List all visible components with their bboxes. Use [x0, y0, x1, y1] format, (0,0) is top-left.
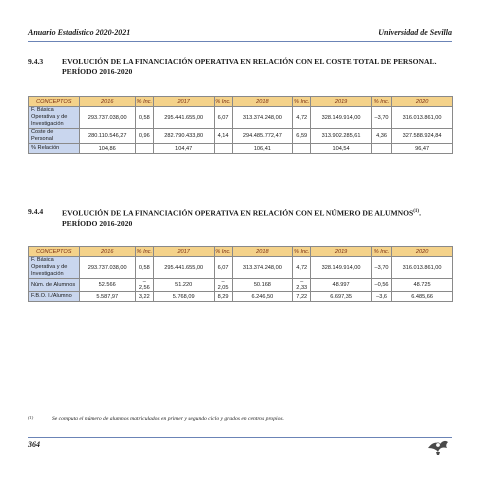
table-cell: 51.220	[153, 279, 214, 292]
column-header: 2017	[153, 247, 214, 257]
table-cell: –3,70	[371, 257, 391, 279]
table-row	[29, 107, 453, 129]
column-header: % Inc.	[293, 98, 310, 105]
table-cell	[135, 144, 153, 154]
row-label: F. Básica Operativa y de Investigación	[29, 257, 80, 279]
section-number-2: 9.4.4	[28, 207, 44, 216]
column-header: 2020	[392, 247, 453, 257]
table-cell: 104,86	[79, 144, 135, 154]
page-number: 364	[28, 440, 40, 449]
table-cell: –3,70	[371, 107, 391, 129]
section-number-1: 9.4.3	[28, 57, 44, 66]
page-header	[28, 28, 452, 40]
table-cell: 104,54	[311, 144, 372, 154]
table-row	[29, 292, 453, 302]
table-header-row	[29, 97, 453, 107]
table-header-row	[29, 247, 453, 257]
section-text-2: EVOLUCIÓN DE LA FINANCIACIÓN OPERATIVA EN RELACIÓN CON EL NÚMERO DE ALUMNOS	[62, 208, 414, 218]
table-cell: 280.110.546,27	[79, 129, 135, 144]
table-cell: 295.441.655,00	[153, 107, 214, 129]
table-cell: 316.013.861,00	[392, 257, 453, 279]
table-cell	[371, 144, 391, 154]
table-cell: 4,36	[371, 129, 391, 144]
table-cell: 5.587,97	[79, 292, 135, 302]
table-cell: 6,07	[214, 257, 232, 279]
table-cell: 4,72	[293, 107, 311, 129]
table-cell: 6.697,35	[311, 292, 372, 302]
row-label: F.B.O. I./Alumno	[29, 292, 80, 302]
column-header: % Inc.	[215, 98, 231, 105]
row-label: F. Básica Operativa y de Investigación	[29, 107, 80, 129]
header-rule	[28, 41, 452, 42]
table-cell: 328.149.914,00	[311, 257, 372, 279]
footnote-text: Se computa el número de alumnos matriculados en primer y segundo ciclo y grados en centros propios.	[52, 416, 284, 422]
table-row	[29, 144, 453, 154]
table-cell: 48.725	[392, 279, 453, 292]
column-header: 2016	[79, 97, 135, 107]
row-label: Núm. de Alumnos	[29, 279, 80, 292]
column-header: % Inc.	[371, 247, 391, 257]
table-cell	[293, 144, 311, 154]
table-cell: –2,05	[214, 279, 232, 292]
table-cell: –2,56	[135, 279, 153, 292]
footnote-ref: (1)	[413, 209, 420, 214]
table-cell: –0,56	[371, 279, 391, 292]
table-cell: 50.168	[232, 279, 293, 292]
footnote-mark: (1)	[28, 415, 34, 420]
row-label: % Relación	[29, 144, 80, 154]
table-cell: –2,33	[293, 279, 311, 292]
table-cell: 106,41	[232, 144, 293, 154]
table-cell: 3,22	[135, 292, 153, 302]
section-text-2-period: PERÍODO 2016-2020	[62, 218, 133, 228]
column-header: CONCEPTOS	[29, 247, 80, 257]
table-cell: 6.485,66	[392, 292, 453, 302]
table-cell: 294.485.772,47	[232, 129, 293, 144]
table-cell: 8,29	[214, 292, 232, 302]
section-text-2-end: .	[419, 208, 421, 218]
table-cell: 0,96	[135, 129, 153, 144]
table-cell: 316.013.861,00	[392, 107, 453, 129]
table-cell: 6,59	[293, 129, 311, 144]
column-header: 2019	[311, 97, 372, 107]
table-cell: 0,58	[135, 257, 153, 279]
row-label: Coste de Personal	[29, 129, 80, 144]
table-cell: 52.566	[79, 279, 135, 292]
header-left: Anuario Estadístico 2020-2021	[28, 28, 131, 37]
table-cell: 7,22	[293, 292, 311, 302]
table-row	[29, 279, 453, 292]
table-cell: 282.790.433,80	[153, 129, 214, 144]
section-title-2	[28, 207, 453, 227]
column-header: % Inc.	[371, 97, 391, 107]
column-header: % Inc.	[215, 248, 231, 255]
table-cell: 0,58	[135, 107, 153, 129]
university-seal-icon	[426, 436, 450, 456]
footer-rule	[28, 437, 452, 438]
table-cell: 5.768,09	[153, 292, 214, 302]
column-header: % Inc.	[293, 248, 310, 255]
table-cell: 313.374.248,00	[232, 107, 293, 129]
table-cell: 293.737.038,00	[79, 107, 135, 129]
table-financiacion-coste-personal	[28, 96, 453, 154]
table-cell: –3,6	[371, 292, 391, 302]
column-header: % Inc.	[136, 248, 153, 255]
table-cell: 4,14	[214, 129, 232, 144]
table-row	[29, 129, 453, 144]
table-cell: 6,07	[214, 107, 232, 129]
table-cell: 4,72	[293, 257, 311, 279]
column-header: 2016	[79, 247, 135, 257]
table-cell	[214, 144, 232, 154]
table-cell: 96,47	[392, 144, 453, 154]
column-header: CONCEPTOS	[29, 97, 80, 107]
column-header: 2019	[311, 247, 372, 257]
table-cell: 293.737.038,00	[79, 257, 135, 279]
table-cell: 328.149.914,00	[311, 107, 372, 129]
table-financiacion-alumnos	[28, 246, 453, 302]
table-cell: 48.997	[311, 279, 372, 292]
column-header: 2018	[232, 247, 293, 257]
table-cell: 313.902.285,61	[311, 129, 372, 144]
column-header: 2017	[153, 97, 214, 107]
column-header: 2018	[232, 97, 293, 107]
table-cell: 104,47	[153, 144, 214, 154]
table-cell: 6.246,50	[232, 292, 293, 302]
column-header: % Inc.	[136, 98, 153, 105]
section-text-1: EVOLUCIÓN DE LA FINANCIACIÓN OPERATIVA EN RELACIÓN CON EL COSTE TOTAL DE PERSONAL. PERÍODO 2016-2020	[62, 57, 437, 76]
table-row	[29, 257, 453, 279]
table-cell: 327.588.924,84	[392, 129, 453, 144]
header-right: Universidad de Sevilla	[378, 28, 452, 37]
section-title-1	[28, 57, 453, 77]
table-cell: 313.374.248,00	[232, 257, 293, 279]
table-cell: 295.441.655,00	[153, 257, 214, 279]
column-header: 2020	[392, 97, 453, 107]
